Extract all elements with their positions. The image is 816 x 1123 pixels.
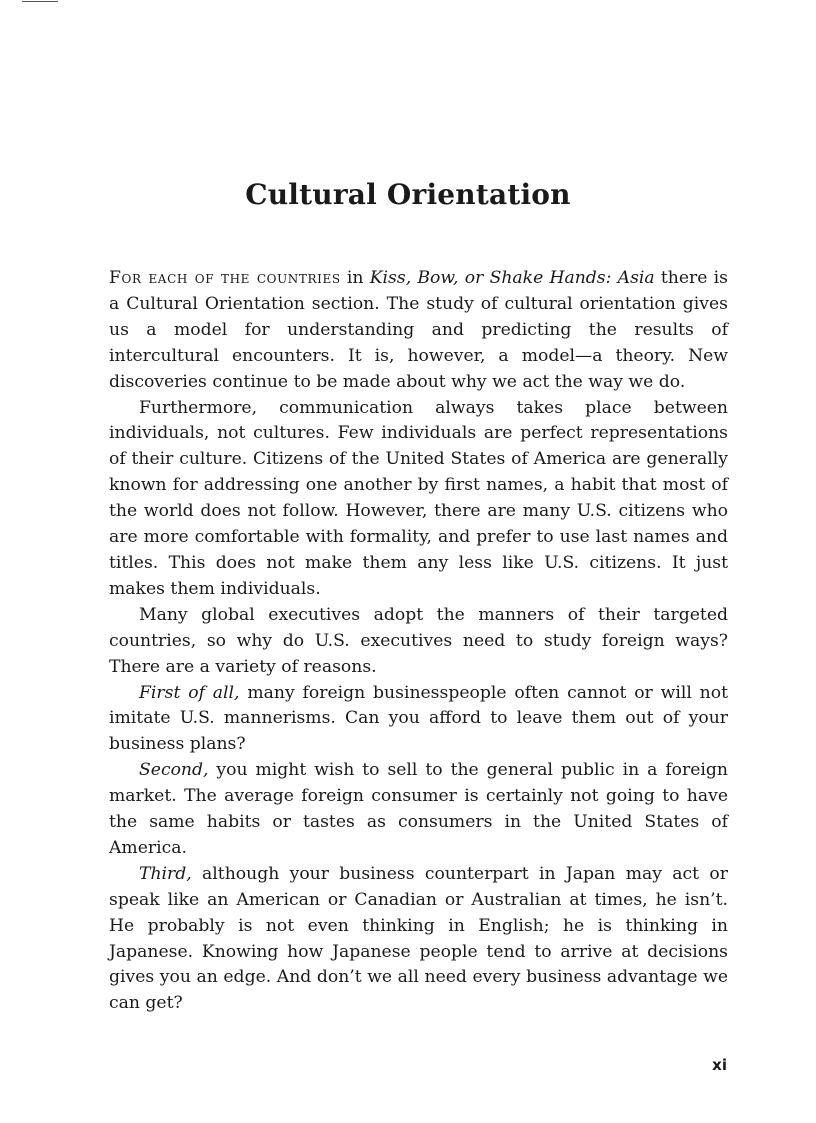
- lead-in-smallcaps: For each of the countries: [109, 268, 341, 288]
- book-title-italic: Kiss, Bow, or Shake Hands: Asia: [369, 268, 655, 288]
- crop-mark: [22, 1, 58, 2]
- paragraph-furthermore: Furthermore, communication always takes place between individuals, not cultures. Few individuals are perfect representations of their culture. Citizens of the United States of America are generally known for addressing one another by first names, a habit that most of the world does not follow. However, there are many U.S. citizens who are more comfortable with formality, and prefer to use last names and titles. This does not make them any less like U.S. citizens. It just makes them individuals.: [109, 397, 728, 599]
- paragraph-second: [109, 758, 728, 862]
- page-number: xi: [712, 1056, 727, 1074]
- paragraph-text: although your business counterpart in Japan may act or speak like an American or Canadian or Australian at times, he isn’t. He probably is not even thinking in English; he is thinking in Japanese. Knowing how Japanese people tend to arrive at decisions gives you an edge. And don’t we all need every business advantage we can get?: [109, 863, 728, 1014]
- body-text: [109, 266, 728, 1017]
- paragraph-lead-italic: First of all,: [139, 682, 240, 703]
- paragraph-first: [109, 681, 728, 759]
- page-title: Cultural Orientation: [245, 178, 571, 211]
- paragraph-text: many foreign businesspeople often cannot or will not imitate U.S. mannerisms. Can you afford to leave them out of your business plans?: [109, 682, 728, 755]
- paragraph-lead-italic: Third,: [139, 863, 192, 884]
- paragraph-intro: [109, 266, 728, 396]
- paragraph-third: [109, 862, 728, 1017]
- paragraph-text: in: [340, 268, 370, 288]
- paragraph-lead-italic: Second,: [139, 760, 209, 781]
- paragraph-text: there is a Cultural Orientation section. The study of cultural orientation gives us a model for understanding and predicting the results of intercultural encounters. It is, however, a model—a theory. New discoveries continue to be made about why we act the way we do.: [109, 268, 729, 392]
- paragraph-executives: Many global executives adopt the manners of their targeted countries, so why do U.S. executives need to study foreign ways? There are a variety of reasons.: [109, 604, 728, 677]
- paragraph-text: you might wish to sell to the general public in a foreign market. The average foreign consumer is certainly not going to have the same habits or tastes as consumers in the United States of America.: [109, 760, 728, 858]
